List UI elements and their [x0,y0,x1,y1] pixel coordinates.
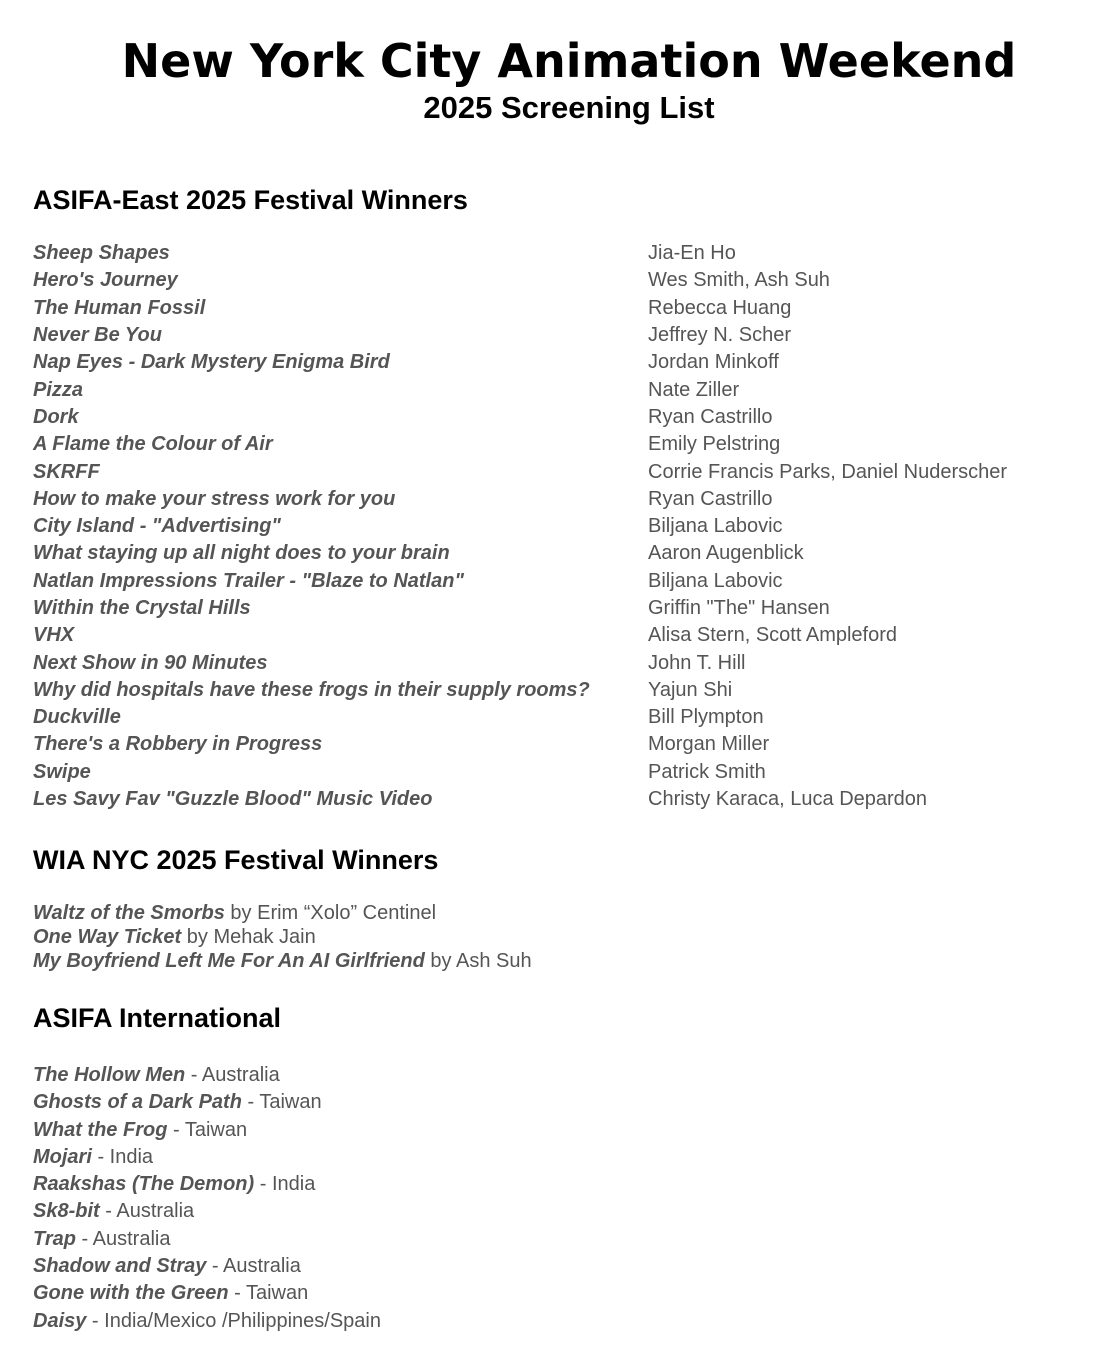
filmmaker-name: Jia-En Ho [648,242,736,265]
filmmaker-name: John T. Hill [648,651,746,674]
film-title: What the Frog [33,1118,168,1141]
wia-nyc-winners-list [33,901,532,973]
film-title: Dork [33,405,79,428]
filmmaker-name: Nate Ziller [648,378,740,401]
film-title: Sheep Shapes [33,242,170,265]
film-credit: by Erim “Xolo” Centinel [224,902,437,924]
film-title: The Human Fossil [33,296,206,319]
film-title: Waltz of the Smorbs [33,902,225,924]
filmmaker-name: Corrie Francis Parks, Daniel Nuderscher [648,460,1008,483]
filmmaker-name: Biljana Labovic [648,569,783,592]
film-title: Ghosts of a Dark Path [33,1091,242,1114]
film-title: Why did hospitals have these frogs in their supply rooms? [33,678,590,701]
filmmaker-name: Wes Smith, Ash Suh [648,269,830,292]
film-credit: - Taiwan [241,1091,322,1114]
section-heading-asifa-international: ASIFA International [33,1003,282,1033]
filmmaker-name: Ryan Castrillo [648,405,773,428]
list-item [33,431,1093,458]
filmmaker-name: Jordan Minkoff [648,351,779,374]
list-item [33,1198,381,1225]
list-item [33,731,1093,758]
filmmaker-name: Christy Karaca, Luca Depardon [648,788,928,811]
film-title: Never Be You [33,324,162,347]
list-item [33,649,1093,676]
film-credit: - Australia [99,1200,195,1223]
film-credit: by Ash Suh [424,950,532,972]
film-title: My Boyfriend Left Me For An AI Girlfriend [33,950,425,972]
filmmaker-name: Ryan Castrillo [648,487,773,510]
film-title: The Hollow Men [33,1064,186,1086]
film-credit: - Australia [75,1227,171,1250]
list-item [33,513,1093,540]
film-title: Pizza [33,378,84,401]
filmmaker-name: Morgan Miller [648,733,770,756]
filmmaker-name: Yajun Shi [648,678,733,701]
film-title: City Island - "Advertising" [33,515,281,538]
list-item [33,540,1093,567]
filmmaker-name: Alisa Stern, Scott Ampleford [648,624,898,647]
list-item [33,458,1093,485]
filmmaker-name: Aaron Augenblick [648,542,804,565]
list-item [33,949,532,973]
film-title: Trap [33,1227,76,1250]
film-title: Gone with the Green [33,1282,229,1305]
section-heading-asifa-east: ASIFA-East 2025 Festival Winners [33,185,468,215]
list-item [33,349,1093,376]
list-item [33,901,532,925]
list-item [33,1089,381,1116]
list-item [33,1171,381,1198]
list-item [33,704,1093,731]
film-credit: - India [91,1145,154,1168]
asifa-international-list [33,1062,381,1335]
film-credit: - India/Mexico /Philippines/Spain [86,1309,381,1332]
film-title: Next Show in 90 Minutes [33,651,268,674]
filmmaker-name: Emily Pelstring [648,433,781,456]
list-item [33,786,1093,813]
list-item [33,568,1093,595]
film-title: Shadow and Stray [33,1255,207,1278]
list-item [33,1280,381,1307]
filmmaker-name: Jeffrey N. Scher [648,324,792,347]
film-title: Swipe [33,760,91,783]
page-title: New York City Animation Weekend [121,34,1017,88]
list-item [33,759,1093,786]
film-title: How to make your stress work for you [33,487,396,510]
list-item [33,486,1093,513]
list-item [33,322,1093,349]
film-credit: - Taiwan [167,1118,248,1141]
list-item [33,404,1093,431]
film-credit: - Australia [206,1255,301,1278]
list-item [33,1062,381,1089]
film-title: Hero's Journey [33,269,178,292]
film-title: Duckville [33,706,121,729]
list-item [33,295,1093,322]
filmmaker-name: Griffin "The" Hansen [648,597,830,619]
filmmaker-name: Biljana Labovic [648,515,783,538]
list-item [33,1226,381,1253]
film-credit: - Australia [185,1064,280,1086]
film-title: Nap Eyes - Dark Mystery Enigma Bird [33,351,390,374]
page-subtitle: 2025 Screening List [423,90,715,125]
film-title: Sk8-bit [33,1200,100,1223]
film-title: Raakshas (The Demon) [33,1173,255,1196]
film-title: Mojari [33,1145,92,1168]
film-credit: - India [254,1173,316,1196]
list-item [33,376,1093,403]
film-title: Within the Crystal Hills [33,597,251,619]
asifa-east-winners-list [33,240,1093,813]
list-item [33,925,532,949]
film-title: Natlan Impressions Trailer - "Blaze to Natlan" [33,569,464,592]
film-title: Daisy [33,1309,87,1332]
section-heading-wia-nyc: WIA NYC 2025 Festival Winners [33,845,439,875]
film-title: VHX [33,624,75,647]
film-title: Les Savy Fav "Guzzle Blood" Music Video [33,788,433,811]
list-item [33,1144,381,1171]
list-item [33,595,1093,622]
list-item [33,240,1093,267]
film-title: One Way Ticket [33,926,182,948]
filmmaker-name: Bill Plympton [648,706,764,729]
list-item [33,622,1093,649]
filmmaker-name: Rebecca Huang [648,296,792,319]
list-item [33,1117,381,1144]
filmmaker-name: Patrick Smith [648,760,766,783]
list-item [33,1253,381,1280]
list-item [33,1308,381,1335]
film-title: A Flame the Colour of Air [33,433,273,456]
film-title: What staying up all night does to your brain [33,542,450,565]
film-title: There's a Robbery in Progress [33,733,323,756]
list-item [33,677,1093,704]
film-title: SKRFF [33,460,100,483]
film-credit: by Mehak Jain [181,926,316,948]
list-item [33,267,1093,294]
film-credit: - Taiwan [228,1282,309,1305]
